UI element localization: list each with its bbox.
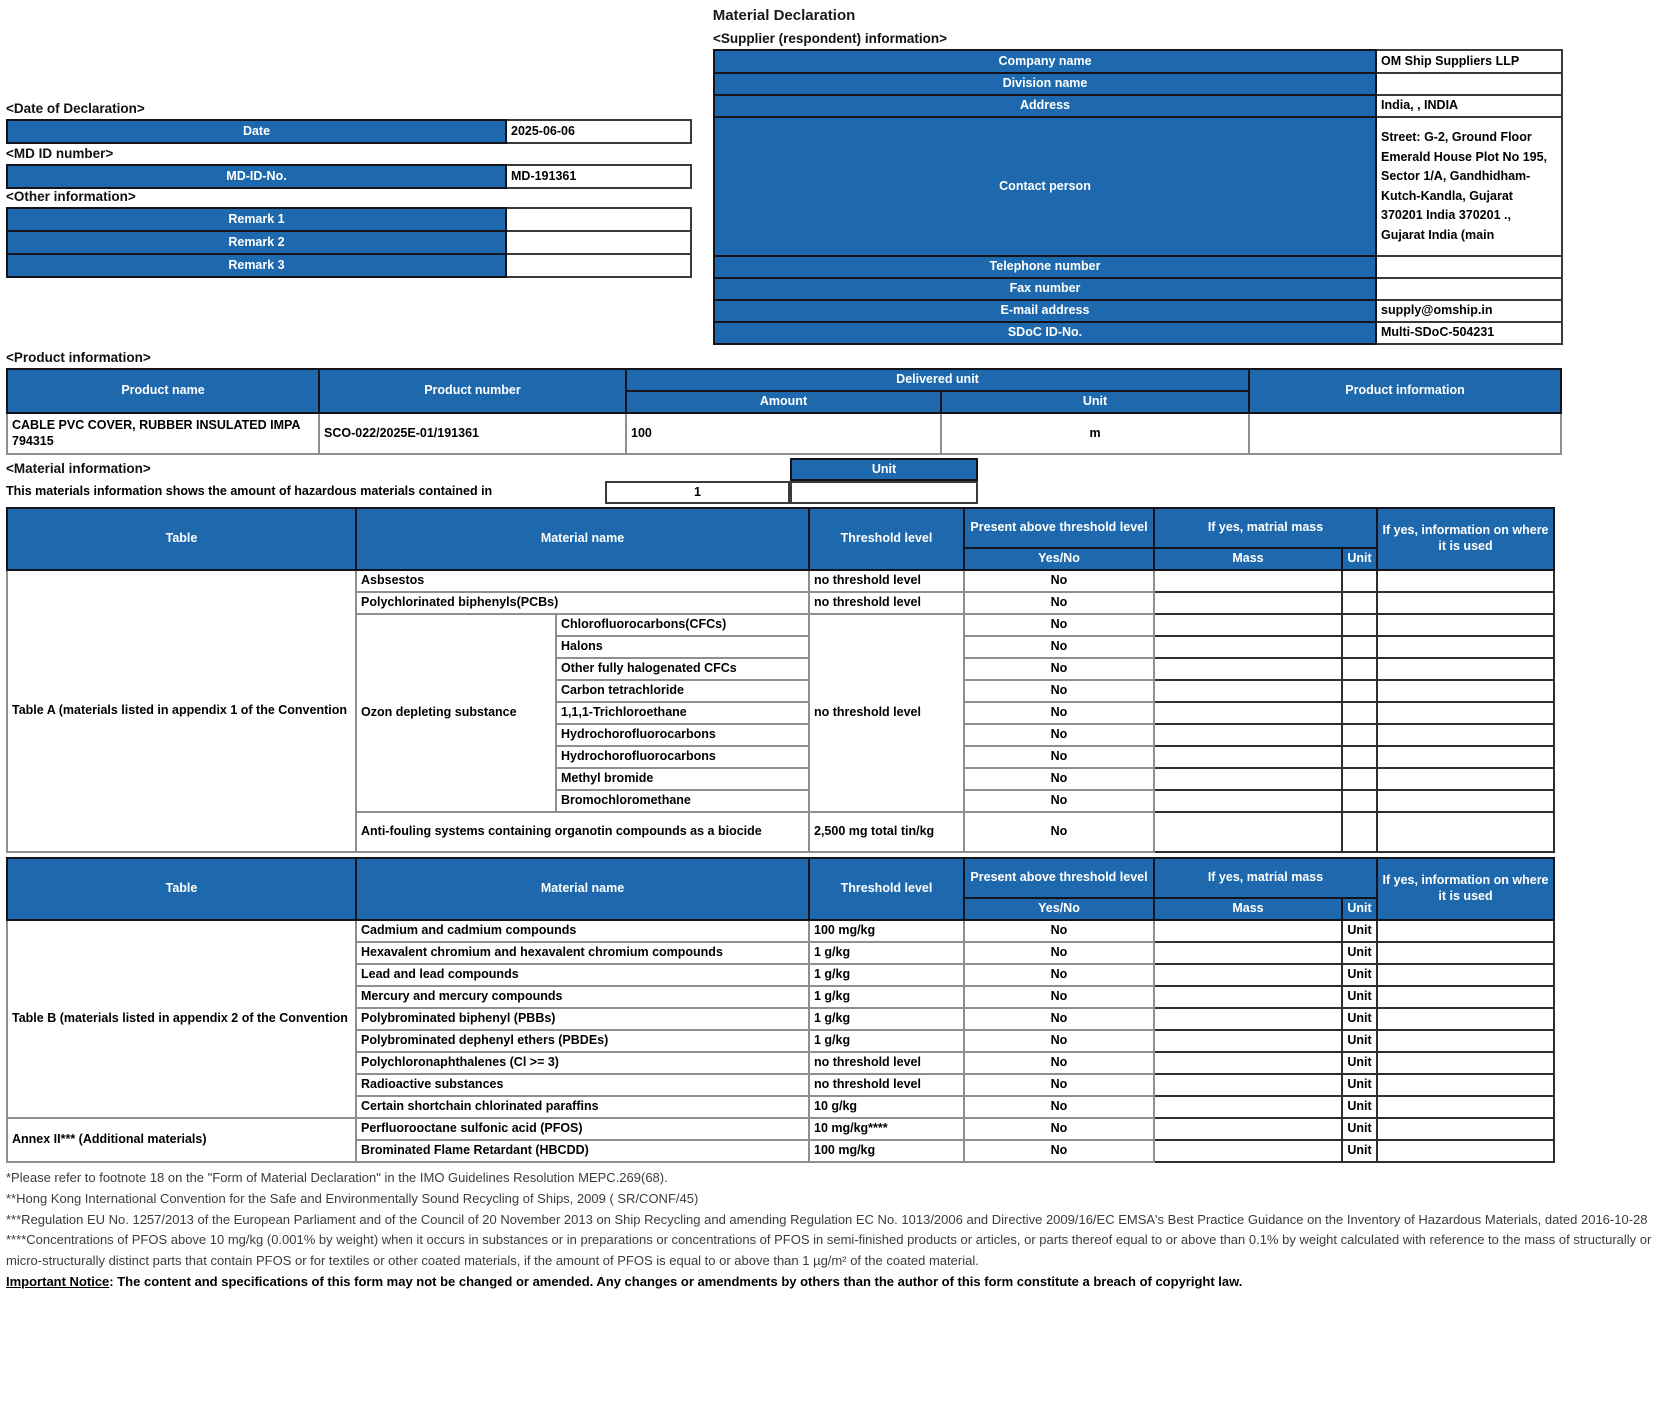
material-name-cell: Lead and lead compounds <box>356 964 809 986</box>
remark2-label: Remark 2 <box>7 231 506 254</box>
supplier-label-telephone: Telephone number <box>714 256 1376 278</box>
info-cell[interactable] <box>1377 1074 1554 1096</box>
material-name-cell: Polybrominated biphenyl (PBBs) <box>356 1008 809 1030</box>
info-cell[interactable] <box>1377 658 1554 680</box>
col-header-if-yes-info: If yes, information on where it is used <box>1377 858 1554 920</box>
supplier-value-division[interactable] <box>1376 73 1562 95</box>
yes-no-cell[interactable]: No <box>964 1030 1154 1052</box>
mass-cell[interactable] <box>1154 680 1342 702</box>
mass-cell[interactable] <box>1154 1008 1342 1030</box>
product-unit-value[interactable]: m <box>941 413 1249 454</box>
col-header-threshold: Threshold level <box>809 858 964 920</box>
info-cell[interactable] <box>1377 680 1554 702</box>
remark1-value[interactable] <box>506 208 691 231</box>
table-b-group-label: Table B (materials listed in appendix 2 of the Convention <box>7 920 356 1118</box>
mass-cell[interactable] <box>1154 1140 1342 1162</box>
yes-no-cell[interactable]: No <box>964 592 1154 614</box>
product-section-label: <Product information> <box>6 350 151 365</box>
mass-cell[interactable] <box>1154 1118 1342 1140</box>
unit-cell[interactable]: Unit <box>1342 1118 1377 1140</box>
footnote-2: **Hong Kong International Convention for the Safe and Environmentally Sound Recycling of Ships, 2009 ( SR/CONF/45) <box>6 1190 699 1206</box>
info-cell[interactable] <box>1377 592 1554 614</box>
material-name-cell: Perfluorooctane sulfonic acid (PFOS) <box>356 1118 809 1140</box>
remark3-value[interactable] <box>506 254 691 277</box>
page-title: Material Declaration <box>712 7 856 24</box>
col-header-yes-no: Yes/No <box>964 898 1154 920</box>
yes-no-cell[interactable]: No <box>964 746 1154 768</box>
col-header-present: Present above threshold level <box>964 508 1154 548</box>
col-header-table: Table <box>7 858 356 920</box>
remark3-label: Remark 3 <box>7 254 506 277</box>
footnote-4: ****Concentrations of PFOS above 10 mg/kg (0.001% by weight) when it occurs in substances or in preparations or concentrations of PFOS in semi-finished products or articles, or parts thereof equal to or above than 0.1% by weight calculated with reference to the mass of structurally or micro-structurally distinct parts that contain PFOS or for textiles or other coated materials, if the amount of PFOS is equal to or above than 1 µg/m² of the coated material. <box>6 1232 1652 1269</box>
yes-no-cell[interactable]: No <box>964 942 1154 964</box>
col-header-present: Present above threshold level <box>964 858 1154 898</box>
unit-cell[interactable] <box>1342 746 1377 768</box>
supplier-label-address: Address <box>714 95 1376 117</box>
yes-no-cell[interactable]: No <box>964 812 1154 852</box>
supplier-value-fax[interactable] <box>1376 278 1562 300</box>
unit-cell[interactable] <box>1342 724 1377 746</box>
unit-cell[interactable]: Unit <box>1342 920 1377 942</box>
mass-cell[interactable] <box>1154 1096 1342 1118</box>
info-cell[interactable] <box>1377 986 1554 1008</box>
material-name-cell: Other fully halogenated CFCs <box>556 658 809 680</box>
supplier-label-contact-person: Contact person <box>714 117 1376 256</box>
material-name-cell: Bromochloromethane <box>556 790 809 812</box>
unit-cell[interactable] <box>1342 592 1377 614</box>
important-notice <box>6 1272 1670 1293</box>
other-section-label: <Other information> <box>6 189 136 204</box>
yes-no-cell[interactable]: No <box>964 702 1154 724</box>
supplier-table <box>713 49 1563 345</box>
mass-cell[interactable] <box>1154 636 1342 658</box>
info-cell[interactable] <box>1377 942 1554 964</box>
col-header-material-name: Material name <box>356 508 809 570</box>
unit-cell[interactable]: Unit <box>1342 1140 1377 1162</box>
md-id-table <box>6 164 692 189</box>
supplier-value-contact-person[interactable]: Street: G-2, Ground Floor Emerald House Plot No 195, Sector 1/A, Gandhidham-Kutch-Kandla, Gujarat 370201 India 370201 ., Gujarat India (main <box>1376 117 1562 256</box>
annex-ii-group-label: Annex II*** (Additional materials) <box>7 1118 356 1162</box>
unit-cell[interactable] <box>1342 680 1377 702</box>
amount-header: Amount <box>626 391 941 413</box>
yes-no-cell[interactable]: No <box>964 1052 1154 1074</box>
info-cell[interactable] <box>1377 1140 1554 1162</box>
material-name-cell: Hydrochorofluorocarbons <box>556 746 809 768</box>
info-cell[interactable] <box>1377 746 1554 768</box>
supplier-value-company[interactable]: OM Ship Suppliers LLP <box>1376 50 1562 73</box>
unit-cell[interactable]: Unit <box>1342 942 1377 964</box>
unit-cell[interactable] <box>1342 812 1377 852</box>
info-cell[interactable] <box>1377 920 1554 942</box>
material-unit-header: Unit <box>790 458 978 481</box>
mass-cell[interactable] <box>1154 790 1342 812</box>
threshold-cell: 1 g/kg <box>809 1030 964 1052</box>
supplier-label-company: Company name <box>714 50 1376 73</box>
ozone-group-label: Ozon depleting substance <box>356 614 556 812</box>
yes-no-cell[interactable]: No <box>964 790 1154 812</box>
material-name-cell: Polybrominated dephenyl ethers (PBDEs) <box>356 1030 809 1052</box>
unit-cell[interactable] <box>1342 658 1377 680</box>
unit-cell[interactable]: Unit <box>1342 1008 1377 1030</box>
threshold-cell: 10 g/kg <box>809 1096 964 1118</box>
info-cell[interactable] <box>1377 1008 1554 1030</box>
threshold-cell: no threshold level <box>809 570 964 592</box>
remark1-label: Remark 1 <box>7 208 506 231</box>
material-name-cell: Brominated Flame Retardant (HBCDD) <box>356 1140 809 1162</box>
yes-no-cell[interactable]: No <box>964 920 1154 942</box>
yes-no-cell[interactable]: No <box>964 570 1154 592</box>
supplier-value-address[interactable]: India, , INDIA <box>1376 95 1562 117</box>
yes-no-cell[interactable]: No <box>964 724 1154 746</box>
mass-cell[interactable] <box>1154 768 1342 790</box>
mass-cell[interactable] <box>1154 942 1342 964</box>
mass-cell[interactable] <box>1154 1030 1342 1052</box>
threshold-cell: 10 mg/kg**** <box>809 1118 964 1140</box>
info-cell[interactable] <box>1377 812 1554 852</box>
unit-cell[interactable]: Unit <box>1342 1096 1377 1118</box>
product-number-header: Product number <box>319 369 626 413</box>
yes-no-cell[interactable]: No <box>964 1074 1154 1096</box>
unit-cell[interactable]: Unit <box>1342 1052 1377 1074</box>
date-section-label: <Date of Declaration> <box>6 101 145 116</box>
material-name-cell: Hydrochorofluorocarbons <box>556 724 809 746</box>
product-name-value[interactable]: CABLE PVC COVER, RUBBER INSULATED IMPA 794315 <box>7 413 319 454</box>
unit-cell[interactable] <box>1342 768 1377 790</box>
threshold-cell: 1 g/kg <box>809 942 964 964</box>
col-header-unit: Unit <box>1342 898 1377 920</box>
yes-no-cell[interactable]: No <box>964 964 1154 986</box>
info-cell[interactable] <box>1377 614 1554 636</box>
table-a <box>6 507 1555 853</box>
yes-no-cell[interactable]: No <box>964 1118 1154 1140</box>
threshold-cell: no threshold level <box>809 1074 964 1096</box>
footnote-3: ***Regulation EU No. 1257/2013 of the European Parliament and of the Council of 20 November 2013 on Ship Recycling and amending Regulation EC No. 1013/2006 and Directive 2009/16/EC EMSA's Best Practice Guidance on the Inventory of Hazardous Materials, dated 2016-10-28 <box>6 1211 1648 1227</box>
material-name-cell: 1,1,1-Trichloroethane <box>556 702 809 724</box>
material-name-cell: Halons <box>556 636 809 658</box>
col-header-material-name: Material name <box>356 858 809 920</box>
material-name-cell: Carbon tetrachloride <box>556 680 809 702</box>
info-cell[interactable] <box>1377 1118 1554 1140</box>
material-name-cell: Chlorofluorocarbons(CFCs) <box>556 614 809 636</box>
info-cell[interactable] <box>1377 768 1554 790</box>
date-table <box>6 119 692 144</box>
mass-cell[interactable] <box>1154 746 1342 768</box>
info-cell[interactable] <box>1377 1096 1554 1118</box>
col-header-mass: Mass <box>1154 548 1342 570</box>
mass-cell[interactable] <box>1154 702 1342 724</box>
mass-cell[interactable] <box>1154 920 1342 942</box>
mass-cell[interactable] <box>1154 724 1342 746</box>
mass-cell[interactable] <box>1154 658 1342 680</box>
yes-no-cell[interactable]: No <box>964 1008 1154 1030</box>
delivered-unit-header: Delivered unit <box>626 369 1249 391</box>
info-cell[interactable] <box>1377 724 1554 746</box>
mass-cell[interactable] <box>1154 1052 1342 1074</box>
yes-no-cell[interactable]: No <box>964 614 1154 636</box>
info-cell[interactable] <box>1377 964 1554 986</box>
product-info-value[interactable] <box>1249 413 1561 454</box>
supplier-value-sdoc-id[interactable]: Multi-SDoC-504231 <box>1376 322 1562 344</box>
threshold-cell: 2,500 mg total tin/kg <box>809 812 964 852</box>
material-name-cell: Polychloronaphthalenes (Cl >= 3) <box>356 1052 809 1074</box>
mass-cell[interactable] <box>1154 614 1342 636</box>
md-id-value[interactable]: MD-191361 <box>506 165 691 188</box>
material-sentence: This materials information shows the amount of hazardous materials contained in <box>6 484 493 498</box>
product-name-header: Product name <box>7 369 319 413</box>
unit-cell[interactable] <box>1342 614 1377 636</box>
date-value[interactable]: 2025-06-06 <box>506 120 691 143</box>
md-section-label: <MD ID number> <box>6 146 114 161</box>
footnote-1: *Please refer to footnote 18 on the "Form of Material Declaration" in the IMO Guidelines Resolution MEPC.269(68). <box>6 1170 668 1185</box>
threshold-cell: 100 mg/kg <box>809 920 964 942</box>
table-b <box>6 857 1555 1163</box>
remark2-value[interactable] <box>506 231 691 254</box>
supplier-value-telephone[interactable] <box>1376 256 1562 278</box>
material-name-cell: Mercury and mercury compounds <box>356 986 809 1008</box>
unit-header: Unit <box>941 391 1249 413</box>
yes-no-cell[interactable]: No <box>964 1140 1154 1162</box>
material-name-cell: Hexavalent chromium and hexavalent chromium compounds <box>356 942 809 964</box>
threshold-cell: 1 g/kg <box>809 1008 964 1030</box>
unit-cell[interactable] <box>1342 636 1377 658</box>
col-header-unit: Unit <box>1342 548 1377 570</box>
material-name-cell: Certain shortchain chlorinated paraffins <box>356 1096 809 1118</box>
material-name-cell: Polychlorinated biphenyls(PCBs) <box>356 592 809 614</box>
threshold-cell: 1 g/kg <box>809 964 964 986</box>
col-header-table: Table <box>7 508 356 570</box>
yes-no-cell[interactable]: No <box>964 636 1154 658</box>
md-id-label: MD-ID-No. <box>7 165 506 188</box>
material-name-cell: Methyl bromide <box>556 768 809 790</box>
threshold-cell: no threshold level <box>809 592 964 614</box>
unit-cell[interactable] <box>1342 790 1377 812</box>
unit-cell[interactable]: Unit <box>1342 964 1377 986</box>
threshold-cell: no threshold level <box>809 1052 964 1074</box>
mass-cell[interactable] <box>1154 986 1342 1008</box>
mass-cell[interactable] <box>1154 964 1342 986</box>
material-name-cell: Anti-fouling systems containing organotin compounds as a biocide <box>356 812 809 852</box>
product-amount-value[interactable]: 100 <box>626 413 941 454</box>
info-cell[interactable] <box>1377 570 1554 592</box>
col-header-mass: Mass <box>1154 898 1342 920</box>
info-cell[interactable] <box>1377 702 1554 724</box>
yes-no-cell[interactable]: No <box>964 680 1154 702</box>
threshold-cell: 100 mg/kg <box>809 1140 964 1162</box>
yes-no-cell[interactable]: No <box>964 768 1154 790</box>
threshold-cell: 1 g/kg <box>809 986 964 1008</box>
mass-cell[interactable] <box>1154 1074 1342 1096</box>
info-cell[interactable] <box>1377 790 1554 812</box>
col-header-threshold: Threshold level <box>809 508 964 570</box>
material-name-cell: Cadmium and cadmium compounds <box>356 920 809 942</box>
mass-cell[interactable] <box>1154 570 1342 592</box>
info-cell[interactable] <box>1377 636 1554 658</box>
material-name-cell: Radioactive substances <box>356 1074 809 1096</box>
supplier-section-label: <Supplier (respondent) information> <box>713 31 948 46</box>
supplier-label-email: E-mail address <box>714 300 1376 322</box>
yes-no-cell[interactable]: No <box>964 1096 1154 1118</box>
date-label: Date <box>7 120 506 143</box>
product-table <box>6 368 1562 455</box>
mass-cell[interactable] <box>1154 812 1342 852</box>
material-section-label: <Material information> <box>6 461 151 476</box>
supplier-label-division: Division name <box>714 73 1376 95</box>
col-header-if-yes-mass: If yes, matrial mass <box>1154 508 1377 548</box>
yes-no-cell[interactable]: No <box>964 986 1154 1008</box>
mass-cell[interactable] <box>1154 592 1342 614</box>
col-header-if-yes-info: If yes, information on where it is used <box>1377 508 1554 570</box>
unit-cell[interactable]: Unit <box>1342 1074 1377 1096</box>
remarks-table <box>6 207 692 278</box>
info-cell[interactable] <box>1377 1030 1554 1052</box>
col-header-yes-no: Yes/No <box>964 548 1154 570</box>
unit-cell[interactable] <box>1342 570 1377 592</box>
important-notice-label: Important Notice <box>6 1273 110 1289</box>
footnotes <box>6 1168 1670 1293</box>
product-number-value[interactable]: SCO-022/2025E-01/191361 <box>319 413 626 454</box>
table-a-group-label: Table A (materials listed in appendix 1 of the Convention <box>7 570 356 852</box>
supplier-value-email[interactable]: supply@omship.in <box>1376 300 1562 322</box>
unit-cell[interactable] <box>1342 702 1377 724</box>
important-notice-text: : The content and specifications of this form may not be changed or amended. Any changes or amendments by others than the author of this form constitute a breach of copyright law. <box>109 1273 1243 1289</box>
material-name-cell: Asbsestos <box>356 570 809 592</box>
yes-no-cell[interactable]: No <box>964 658 1154 680</box>
unit-cell[interactable]: Unit <box>1342 986 1377 1008</box>
supplier-label-sdoc-id: SDoC ID-No. <box>714 322 1376 344</box>
threshold-cell: no threshold level <box>809 614 964 812</box>
col-header-if-yes-mass: If yes, matrial mass <box>1154 858 1377 898</box>
unit-cell[interactable]: Unit <box>1342 1030 1377 1052</box>
material-amount-value[interactable]: 1 <box>605 481 790 504</box>
product-info-header: Product information <box>1249 369 1561 413</box>
info-cell[interactable] <box>1377 1052 1554 1074</box>
material-unit-value[interactable] <box>790 481 978 504</box>
supplier-label-fax: Fax number <box>714 278 1376 300</box>
